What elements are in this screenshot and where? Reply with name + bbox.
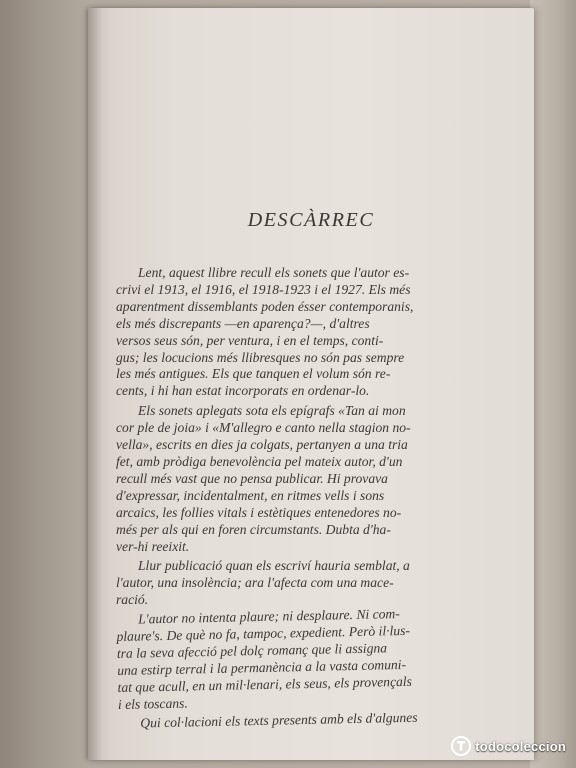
paragraph-2 <box>116 403 496 555</box>
text-line: vella», escrits en dies ja colgats, pertanyen a una tria <box>116 437 408 453</box>
text-line: cor ple de joia» i «M'allegro e canto nella stagion no- <box>116 420 411 436</box>
watermark-text: todocoleccion <box>475 738 566 754</box>
text-line: d'expressar, incidentalment, en ritmes vells i sons <box>116 487 385 503</box>
text-line: ver-hi reeixit. <box>116 538 190 554</box>
paragraph-4 <box>116 604 498 713</box>
paragraph-3 <box>116 558 496 609</box>
todocoleccion-logo-icon <box>451 736 471 756</box>
text-line: i els toscans. <box>117 695 188 712</box>
paragraph-5 <box>118 709 498 734</box>
text-line: tat que acull, en un mil·lenari, els seus, els provençals <box>117 673 413 695</box>
text-line: Els sonets aplegats sota els epígrafs «Tan ai mon <box>138 403 406 419</box>
text-line: cents, i hi han estat incorporats en ordenar-lo. <box>116 383 370 399</box>
text-line: Qui col·lacioni els texts presents amb els d'algunes <box>140 710 418 732</box>
text-line: recull més vast que no pensa publicar. Hi provava <box>116 470 388 486</box>
text-line: una estirp terral i la permanència a la vasta comuni- <box>117 656 407 678</box>
lower-text-block <box>116 604 498 733</box>
text-line: més per als qui en foren circumstants. Dubta d'ha- <box>116 521 391 537</box>
text-line: crivi el 1913, el 1916, el 1918-1923 i el 1927. Els més <box>116 281 411 297</box>
text-line: gus; les locucions més llibresques no són pas sempre <box>116 349 405 365</box>
book-page <box>88 8 534 760</box>
body-text <box>116 265 496 736</box>
paragraph-1 <box>116 265 496 400</box>
text-line: Lent, aquest llibre recull els sonets que l'autor es- <box>138 265 410 280</box>
text-line: les més antigues. Els que tanquen el volum són re- <box>116 366 391 382</box>
text-line: l'autor, una insolència; ara l'afecta com una mace- <box>116 575 394 591</box>
text-line: Llur publicació quan els escriví hauria semblat, a <box>138 558 410 574</box>
chapter-title: DESCÀRREC <box>247 209 375 231</box>
text-line: versos seus són, per ventura, i en el temps, conti- <box>116 332 384 348</box>
adjacent-pages-edge <box>530 0 576 768</box>
text-line: fet, amb pròdiga benevolència pel mateix autor, d'un <box>116 453 403 469</box>
text-line: aparentment dissemblants poden ésser contemporanis, <box>116 298 414 314</box>
text-line: ració. <box>116 592 149 608</box>
text-line: tra la seva afecció pel dolç romanç que li assigna <box>116 640 388 661</box>
text-line: L'autor no intenta plaure; ni desplaure. Ni com- <box>137 606 400 627</box>
text-line: plaure's. De què no fa, tampoc, expedient. Però il·lus- <box>116 622 411 645</box>
watermark <box>451 736 566 756</box>
text-line: arcaics, les follies vitals i estètiques entenedores no- <box>116 504 402 520</box>
text-line: els més discrepants —en aparença?—, d'altres <box>116 315 370 331</box>
